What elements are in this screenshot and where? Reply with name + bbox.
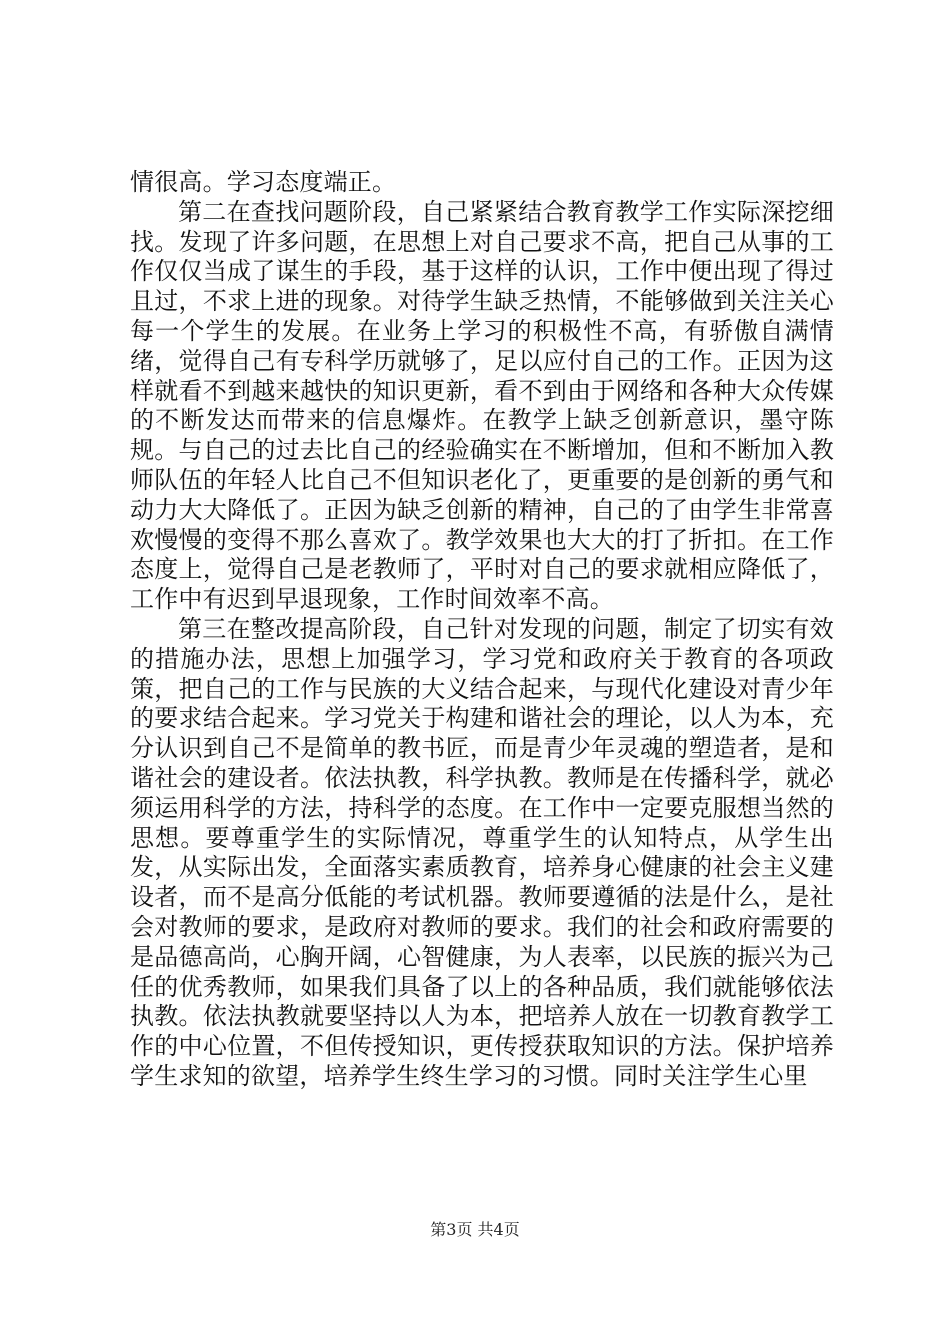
paragraph-continuation: 情很高。学习态度端正。 [130, 168, 397, 196]
page-footer: 第3页 共4页 [430, 1220, 520, 1239]
paragraph-third-stage: 第三在整改提高阶段，自己针对发现的问题，制定了切实有效的措施办法，思想上加强学习，学习党和政府关于教育的各项政策，把自己的工作与民族的大义结合起来，与现代化建设对青少年的要求结合起来。学习党关于构建和谐社会的理论，以人为本，充分认识到自己不是简单的教书匠，而是青少年灵魂的塑造者，是和谐社会的建设者。依法执教，科学执教。教师是在传播科学，就必须运用科学的方法，持科学的态度。在工作中一定要克服想当然的思想。要尊重学生的实际情况，尊重学生的认知特点，从学生出发，从实际出发，全面落实素质教育，培养身心健康的社会主义建设者，而不是高分低能的考试机器。教师要遵循的法是什么，是社会对教师的要求，是政府对教师的要求。我们的社会和政府需要的是品德高尚，心胸开阔，心智健康，为人表率，以民族的振兴为己任的优秀教师，如果我们具备了以上的各种品质，我们就能够依法执教。依法执教就要坚持以人为本，把培养人放在一切教育教学工作的中心位置，不但传授知识，更传授获取知识的方法。保护培养学生求知的欲望，培养学生终生学习的习惯。同时关注学生心里 [130, 614, 834, 1090]
body-text [130, 168, 834, 1092]
paragraph-second-stage: 第二在查找问题阶段，自己紧紧结合教育教学工作实际深挖细找。发现了许多问题，在思想上对自己要求不高，把自己从事的工作仅仅当成了谋生的手段，基于这样的认识，工作中便出现了得过且过，不求上进的现象。对待学生缺乏热情，不能够做到关注关心每一个学生的发展。在业务上学习的积极性不高，有骄傲自满情绪，觉得自己有专科学历就够了，足以应付自己的工作。正因为这样就看不到越来越快的知识更新，看不到由于网络和各种大众传媒的不断发达而带来的信息爆炸。在教学上缺乏创新意识，墨守陈规。与自己的过去比自己的经验确实在不断增加，但和不断加入教师队伍的年轻人比自己不但知识老化了，更重要的是创新的勇气和动力大大降低了。正因为缺乏创新的精神，自己的了由学生非常喜欢慢慢的变得不那么喜欢了。教学效果也大大的打了折扣。在工作态度上，觉得自己是老教师了，平时对自己的要求就相应降低了，工作中有迟到早退现象，工作时间效率不高。 [130, 197, 834, 614]
